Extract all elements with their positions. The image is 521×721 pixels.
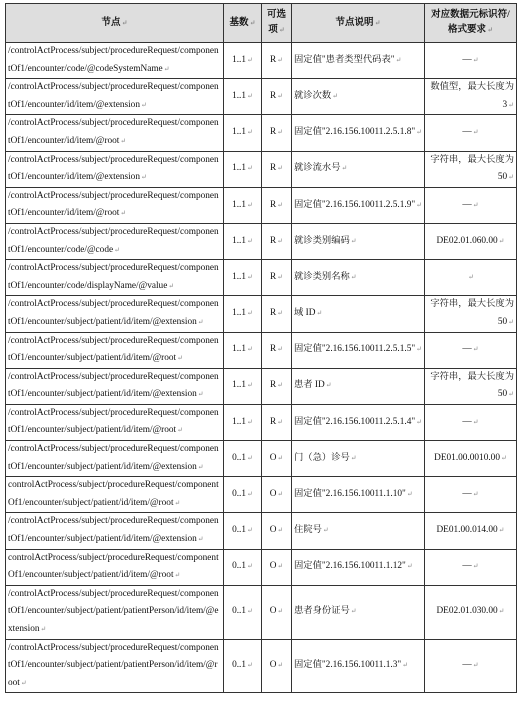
cell-format bbox=[425, 639, 517, 693]
paragraph-mark: ↵ bbox=[350, 272, 357, 281]
cell-optional-text: R bbox=[269, 380, 277, 391]
cell-node-path bbox=[6, 549, 224, 585]
paragraph-mark: ↵ bbox=[247, 128, 253, 137]
cell-description-text: 门（急）诊号 bbox=[294, 452, 350, 463]
cell-node-path-text: controlActProcess/subject/procedureRequest/componentOf1/encounter/subject/patient/id/item/@root bbox=[8, 480, 219, 508]
cell-description-text: 固定值"2.16.156.10011.2.5.1.9" bbox=[294, 199, 416, 210]
paragraph-mark: ↵ bbox=[197, 535, 204, 544]
header-optional-label: 可选项 bbox=[266, 10, 286, 35]
cell-cardinality-text: 1..1 bbox=[232, 308, 247, 319]
cell-optional bbox=[262, 639, 292, 693]
header-row bbox=[6, 4, 517, 43]
paragraph-mark: ↵ bbox=[374, 18, 381, 27]
cell-optional bbox=[262, 296, 292, 332]
cell-optional-text: R bbox=[269, 163, 277, 174]
paragraph-mark: ↵ bbox=[277, 200, 284, 209]
cell-node-path-text: /controlActProcess/subject/procedureRequest/componentOf1/encounter/subject/patient/id/item/@extension bbox=[8, 516, 219, 545]
cell-format bbox=[425, 187, 517, 223]
cell-node-path-text: /controlActProcess/subject/procedureRequest/componentOf1/encounter/id/item/@extension bbox=[8, 82, 219, 110]
cell-optional bbox=[262, 115, 292, 151]
cell-format bbox=[425, 585, 517, 639]
cell-cardinality bbox=[224, 404, 262, 440]
cell-cardinality bbox=[224, 441, 262, 477]
paragraph-mark: ↵ bbox=[277, 309, 284, 318]
table-row bbox=[6, 296, 517, 332]
cell-description bbox=[292, 260, 425, 296]
paragraph-mark: ↵ bbox=[277, 55, 284, 64]
cell-optional bbox=[262, 477, 292, 513]
cell-node-path-text: /controlActProcess/subject/procedureRequest/componentOf1/encounter/code/displayName/@value bbox=[8, 263, 219, 291]
cell-cardinality bbox=[224, 296, 262, 332]
cell-format-text: — bbox=[462, 54, 472, 65]
paragraph-mark: ↵ bbox=[498, 236, 505, 245]
cell-optional-text: R bbox=[269, 308, 277, 319]
cell-cardinality bbox=[224, 260, 262, 296]
cell-description-text: 固定值"2.16.156.10011.2.5.1.5" bbox=[294, 344, 416, 355]
cell-description-text: 固定值"2.16.156.10011.1.12" bbox=[294, 561, 406, 572]
paragraph-mark: ↵ bbox=[197, 462, 204, 471]
cell-format bbox=[425, 151, 517, 187]
cell-description-text: 域 ID bbox=[294, 308, 316, 319]
cell-node-path-text: controlActProcess/subject/procedureRequest/componentOf1/encounter/subject/patient/id/item/@root bbox=[8, 552, 219, 581]
cell-format bbox=[425, 223, 517, 259]
cell-cardinality-text: 0..1 bbox=[232, 660, 247, 671]
paragraph-mark: ↵ bbox=[472, 417, 479, 426]
table-row bbox=[6, 79, 517, 115]
table-row bbox=[6, 332, 517, 368]
cell-optional-text: O bbox=[269, 452, 277, 463]
cell-optional-text: R bbox=[269, 199, 277, 210]
cell-optional-text: R bbox=[269, 235, 277, 246]
paragraph-mark: ↵ bbox=[247, 91, 253, 100]
cell-optional bbox=[262, 151, 292, 187]
paragraph-mark: ↵ bbox=[277, 417, 284, 426]
header-description bbox=[292, 4, 425, 43]
cell-cardinality bbox=[224, 549, 262, 585]
paragraph-mark: ↵ bbox=[277, 345, 284, 354]
table-row bbox=[6, 187, 517, 223]
cell-cardinality-text: 1..1 bbox=[232, 344, 247, 355]
cell-node-path bbox=[6, 296, 224, 332]
paragraph-mark: ↵ bbox=[402, 661, 409, 670]
cell-cardinality-text: 1..1 bbox=[232, 380, 247, 391]
cell-format-text: 数值型，最大长度为 3 bbox=[430, 82, 514, 110]
paragraph-mark: ↵ bbox=[472, 490, 479, 499]
paragraph-mark: ↵ bbox=[472, 55, 479, 64]
cell-format bbox=[425, 296, 517, 332]
paragraph-mark: ↵ bbox=[247, 272, 253, 281]
header-cardinality-label: 基数 bbox=[229, 17, 249, 28]
paragraph-mark: ↵ bbox=[247, 309, 253, 318]
cell-format-text: — bbox=[462, 199, 472, 210]
cell-node-path bbox=[6, 151, 224, 187]
paragraph-mark: ↵ bbox=[277, 236, 284, 245]
cell-format bbox=[425, 368, 517, 404]
cell-node-path bbox=[6, 477, 224, 513]
paragraph-mark: ↵ bbox=[416, 200, 423, 209]
cell-description-text: 固定值"2.16.156.10011.1.10" bbox=[294, 489, 406, 500]
paragraph-mark: ↵ bbox=[247, 236, 253, 245]
cell-optional bbox=[262, 549, 292, 585]
cell-cardinality-text: 1..1 bbox=[232, 199, 247, 210]
cell-optional-text: O bbox=[269, 561, 277, 572]
cell-description bbox=[292, 79, 425, 115]
paragraph-mark: ↵ bbox=[247, 164, 253, 173]
paragraph-mark: ↵ bbox=[508, 317, 514, 326]
paragraph-mark: ↵ bbox=[468, 272, 474, 281]
table-row bbox=[6, 513, 517, 549]
cell-description bbox=[292, 404, 425, 440]
paragraph-mark: ↵ bbox=[177, 426, 183, 435]
cell-optional-text: O bbox=[269, 660, 277, 671]
cell-cardinality-text: 0..1 bbox=[232, 606, 247, 617]
cell-node-path-text: /controlActProcess/subject/procedureRequest/componentOf1/encounter/id/item/@root bbox=[8, 118, 219, 146]
cell-description bbox=[292, 43, 425, 79]
cell-node-path bbox=[6, 332, 224, 368]
cell-node-path bbox=[6, 585, 224, 639]
paragraph-mark: ↵ bbox=[472, 661, 479, 670]
cell-node-path bbox=[6, 404, 224, 440]
cell-cardinality-text: 1..1 bbox=[232, 90, 247, 101]
cell-optional bbox=[262, 187, 292, 223]
cell-node-path-text: /controlActProcess/subject/procedureRequest/componentOf1/encounter/id/item/@extension bbox=[8, 154, 219, 183]
table-row bbox=[6, 260, 517, 296]
cell-cardinality-text: 1..1 bbox=[232, 271, 247, 282]
cell-node-path-text: /controlActProcess/subject/procedureRequest/componentOf1/encounter/code/@codeSystemName bbox=[8, 46, 219, 74]
cell-node-path-text: /controlActProcess/subject/procedureRequest/componentOf1/encounter/code/@code bbox=[8, 226, 219, 255]
paragraph-mark: ↵ bbox=[277, 453, 284, 462]
cell-description bbox=[292, 115, 425, 151]
paragraph-mark: ↵ bbox=[247, 345, 253, 354]
cell-cardinality-text: 0..1 bbox=[232, 561, 247, 572]
cell-description-text: 就诊次数 bbox=[294, 90, 332, 101]
paragraph-mark: ↵ bbox=[140, 100, 147, 109]
cell-optional bbox=[262, 368, 292, 404]
paragraph-mark: ↵ bbox=[247, 661, 253, 670]
cell-cardinality bbox=[224, 79, 262, 115]
cell-cardinality bbox=[224, 585, 262, 639]
cell-format-text: DE02.01.030.00 bbox=[436, 606, 498, 617]
paragraph-mark: ↵ bbox=[277, 526, 284, 535]
cell-node-path-text: /controlActProcess/subject/procedureRequest/componentOf1/encounter/id/item/@root bbox=[8, 190, 219, 219]
cell-format bbox=[425, 404, 517, 440]
paragraph-mark: ↵ bbox=[500, 453, 507, 462]
cell-format-text: 字符串，最大长度为 50 bbox=[430, 154, 514, 183]
paragraph-mark: ↵ bbox=[350, 607, 357, 616]
cell-cardinality bbox=[224, 332, 262, 368]
cell-description bbox=[292, 477, 425, 513]
table-row bbox=[6, 368, 517, 404]
cell-node-path bbox=[6, 223, 224, 259]
paragraph-mark: ↵ bbox=[472, 345, 479, 354]
paragraph-mark: ↵ bbox=[197, 317, 204, 326]
paragraph-mark: ↵ bbox=[247, 562, 253, 571]
paragraph-mark: ↵ bbox=[395, 55, 402, 64]
cell-cardinality-text: 1..1 bbox=[232, 416, 247, 427]
paragraph-mark: ↵ bbox=[332, 91, 339, 100]
cell-node-path bbox=[6, 260, 224, 296]
paragraph-mark: ↵ bbox=[325, 381, 332, 390]
cell-cardinality-text: 0..1 bbox=[232, 489, 247, 500]
cell-description bbox=[292, 639, 425, 693]
paragraph-mark: ↵ bbox=[277, 607, 284, 616]
paragraph-mark: ↵ bbox=[247, 490, 253, 499]
cell-cardinality-text: 1..1 bbox=[232, 54, 247, 65]
header-description-label: 节点说明 bbox=[335, 17, 374, 28]
paragraph-mark: ↵ bbox=[247, 200, 253, 209]
cell-format bbox=[425, 549, 517, 585]
cell-description bbox=[292, 223, 425, 259]
cell-cardinality bbox=[224, 115, 262, 151]
table-row bbox=[6, 477, 517, 513]
header-node bbox=[6, 4, 224, 43]
paragraph-mark: ↵ bbox=[487, 26, 493, 34]
paragraph-mark: ↵ bbox=[406, 562, 413, 571]
cell-cardinality-text: 1..1 bbox=[232, 235, 247, 246]
cell-description bbox=[292, 296, 425, 332]
cell-format-text: — bbox=[462, 416, 472, 427]
cell-node-path bbox=[6, 187, 224, 223]
cell-optional-text: R bbox=[269, 54, 277, 65]
cell-optional bbox=[262, 260, 292, 296]
cell-optional bbox=[262, 79, 292, 115]
paragraph-mark: ↵ bbox=[277, 490, 284, 499]
cell-optional bbox=[262, 332, 292, 368]
paragraph-mark: ↵ bbox=[163, 64, 170, 73]
cell-optional-text: R bbox=[269, 127, 277, 138]
paragraph-mark: ↵ bbox=[350, 453, 357, 462]
paragraph-mark: ↵ bbox=[249, 18, 256, 27]
paragraph-mark: ↵ bbox=[121, 18, 128, 27]
cell-cardinality bbox=[224, 368, 262, 404]
paragraph-mark: ↵ bbox=[508, 173, 514, 182]
paragraph-mark: ↵ bbox=[277, 128, 284, 137]
cell-node-path bbox=[6, 441, 224, 477]
cell-description bbox=[292, 513, 425, 549]
paragraph-mark: ↵ bbox=[341, 164, 348, 173]
paragraph-mark: ↵ bbox=[174, 571, 181, 580]
paragraph-mark: ↵ bbox=[498, 526, 505, 535]
cell-format-text: 字符串，最大长度为 50 bbox=[430, 299, 514, 327]
cell-node-path bbox=[6, 43, 224, 79]
paragraph-mark: ↵ bbox=[472, 128, 479, 137]
cell-cardinality-text: 0..1 bbox=[232, 525, 247, 536]
cell-format-text: 字符串，最大长度为 50 bbox=[430, 371, 514, 400]
table-row bbox=[6, 115, 517, 151]
cell-cardinality bbox=[224, 223, 262, 259]
cell-node-path-text: /controlActProcess/subject/procedureRequest/componentOf1/encounter/subject/patient/id/item/@root bbox=[8, 407, 219, 436]
header-format bbox=[425, 4, 517, 43]
paragraph-mark: ↵ bbox=[247, 453, 253, 462]
paragraph-mark: ↵ bbox=[416, 417, 423, 426]
cell-format bbox=[425, 43, 517, 79]
cell-optional-text: R bbox=[269, 271, 277, 282]
cell-format-text: — bbox=[462, 127, 472, 138]
paragraph-mark: ↵ bbox=[177, 354, 183, 363]
table-row bbox=[6, 151, 517, 187]
cell-cardinality-text: 1..1 bbox=[232, 163, 247, 174]
cell-format-text: DE02.01.060.00 bbox=[436, 235, 498, 246]
header-format-label: 对应数据元标识符/格式要求 bbox=[431, 10, 510, 35]
paragraph-mark: ↵ bbox=[277, 562, 284, 571]
cell-cardinality bbox=[224, 513, 262, 549]
paragraph-mark: ↵ bbox=[508, 390, 514, 399]
cell-description-text: 固定值"2.16.156.10011.1.3" bbox=[294, 660, 402, 671]
cell-description-text: 就诊流水号 bbox=[294, 163, 341, 174]
cell-optional-text: O bbox=[269, 606, 277, 617]
cell-optional bbox=[262, 585, 292, 639]
cell-node-path-text: /controlActProcess/subject/procedureRequest/componentOf1/encounter/subject/patient/patientPerson/id/item/@extension bbox=[8, 588, 219, 634]
paragraph-mark: ↵ bbox=[114, 245, 120, 254]
cell-optional-text: O bbox=[269, 489, 277, 500]
paragraph-mark: ↵ bbox=[316, 309, 323, 318]
cell-format bbox=[425, 332, 517, 368]
cell-cardinality bbox=[224, 151, 262, 187]
paragraph-mark: ↵ bbox=[120, 136, 127, 145]
cell-description bbox=[292, 332, 425, 368]
cell-description-text: 患者 ID bbox=[294, 380, 325, 391]
cell-format bbox=[425, 477, 517, 513]
paragraph-mark: ↵ bbox=[174, 498, 181, 507]
table-row bbox=[6, 404, 517, 440]
cell-cardinality bbox=[224, 43, 262, 79]
cell-optional bbox=[262, 43, 292, 79]
table-header bbox=[6, 4, 517, 43]
paragraph-mark: ↵ bbox=[140, 173, 147, 182]
paragraph-mark: ↵ bbox=[277, 164, 284, 173]
cell-cardinality bbox=[224, 187, 262, 223]
paragraph-mark: ↵ bbox=[508, 100, 514, 109]
cell-node-path-text: /controlActProcess/subject/procedureRequest/componentOf1/encounter/subject/patient/id/item/@extension bbox=[8, 299, 219, 327]
paragraph-mark: ↵ bbox=[197, 390, 204, 399]
cell-description-text: 患者身份证号 bbox=[294, 606, 350, 617]
paragraph-mark: ↵ bbox=[40, 625, 47, 633]
paragraph-mark: ↵ bbox=[247, 55, 253, 64]
cell-description-text: 固定值"2.16.156.10011.2.5.1.4" bbox=[294, 416, 416, 427]
cell-description bbox=[292, 549, 425, 585]
paragraph-mark: ↵ bbox=[168, 281, 175, 290]
cell-node-path-text: /controlActProcess/subject/procedureRequest/componentOf1/encounter/subject/patient/id/item/@extension bbox=[8, 444, 219, 472]
cell-optional-text: R bbox=[269, 416, 277, 427]
cell-format bbox=[425, 115, 517, 151]
cell-description bbox=[292, 585, 425, 639]
header-cardinality bbox=[224, 4, 262, 43]
table-row bbox=[6, 639, 517, 693]
cell-format-text: DE01.00.0010.00 bbox=[434, 452, 500, 463]
node-spec-table bbox=[5, 3, 517, 693]
paragraph-mark: ↵ bbox=[20, 678, 27, 687]
cell-node-path bbox=[6, 79, 224, 115]
cell-cardinality-text: 1..1 bbox=[232, 127, 247, 138]
cell-node-path bbox=[6, 368, 224, 404]
paragraph-mark: ↵ bbox=[472, 200, 479, 209]
cell-node-path bbox=[6, 115, 224, 151]
cell-cardinality bbox=[224, 477, 262, 513]
paragraph-mark: ↵ bbox=[247, 381, 253, 390]
paragraph-mark: ↵ bbox=[278, 26, 285, 34]
table-row bbox=[6, 43, 517, 79]
cell-node-path-text: /controlActProcess/subject/procedureRequest/componentOf1/encounter/subject/patient/id/item/@extension bbox=[8, 371, 219, 400]
paragraph-mark: ↵ bbox=[322, 526, 329, 535]
cell-description-text: 固定值"患者类型代码表" bbox=[294, 54, 395, 65]
paragraph-mark: ↵ bbox=[472, 562, 479, 571]
cell-node-path-text: /controlActProcess/subject/procedureRequest/componentOf1/encounter/subject/patient/patientPerson/id/item/@root bbox=[8, 642, 219, 688]
cell-format-text: — bbox=[462, 489, 472, 500]
cell-cardinality bbox=[224, 639, 262, 693]
table-row bbox=[6, 549, 517, 585]
paragraph-mark: ↵ bbox=[247, 526, 253, 535]
cell-optional-text: R bbox=[269, 344, 277, 355]
table-row bbox=[6, 441, 517, 477]
paragraph-mark: ↵ bbox=[277, 661, 284, 670]
cell-format bbox=[425, 79, 517, 115]
paragraph-mark: ↵ bbox=[247, 417, 253, 426]
cell-description-text: 固定值"2.16.156.10011.2.5.1.8" bbox=[294, 127, 416, 138]
paragraph-mark: ↵ bbox=[120, 209, 127, 218]
cell-description bbox=[292, 368, 425, 404]
cell-description-text: 就诊类别编码 bbox=[294, 235, 350, 246]
cell-optional bbox=[262, 223, 292, 259]
cell-description bbox=[292, 151, 425, 187]
paragraph-mark: ↵ bbox=[416, 128, 423, 137]
paragraph-mark: ↵ bbox=[277, 381, 284, 390]
cell-format bbox=[425, 441, 517, 477]
cell-format-text: — bbox=[462, 561, 472, 572]
cell-format-text: — bbox=[462, 344, 472, 355]
cell-format bbox=[425, 513, 517, 549]
paragraph-mark: ↵ bbox=[406, 490, 413, 499]
header-node-label: 节点 bbox=[101, 17, 121, 28]
cell-format bbox=[425, 260, 517, 296]
paragraph-mark: ↵ bbox=[350, 236, 357, 245]
paragraph-mark: ↵ bbox=[277, 272, 284, 281]
cell-optional bbox=[262, 441, 292, 477]
cell-optional bbox=[262, 404, 292, 440]
paragraph-mark: ↵ bbox=[277, 91, 284, 100]
paragraph-mark: ↵ bbox=[416, 345, 423, 354]
cell-node-path-text: /controlActProcess/subject/procedureRequest/componentOf1/encounter/subject/patient/id/item/@root bbox=[8, 335, 219, 364]
cell-description-text: 住院号 bbox=[294, 525, 322, 536]
paragraph-mark: ↵ bbox=[247, 607, 253, 616]
cell-description-text: 就诊类别名称 bbox=[294, 271, 350, 282]
cell-format-text: DE01.00.014.00 bbox=[436, 525, 498, 536]
cell-optional bbox=[262, 513, 292, 549]
cell-optional-text: R bbox=[269, 90, 277, 101]
table-body bbox=[6, 43, 517, 693]
cell-node-path bbox=[6, 513, 224, 549]
table-row bbox=[6, 585, 517, 639]
paragraph-mark: ↵ bbox=[498, 607, 505, 616]
cell-node-path bbox=[6, 639, 224, 693]
cell-format-text: — bbox=[462, 660, 472, 671]
table-row bbox=[6, 223, 517, 259]
header-optional bbox=[262, 4, 292, 43]
cell-description bbox=[292, 441, 425, 477]
cell-description bbox=[292, 187, 425, 223]
cell-cardinality-text: 0..1 bbox=[232, 452, 247, 463]
cell-optional-text: O bbox=[269, 525, 277, 536]
